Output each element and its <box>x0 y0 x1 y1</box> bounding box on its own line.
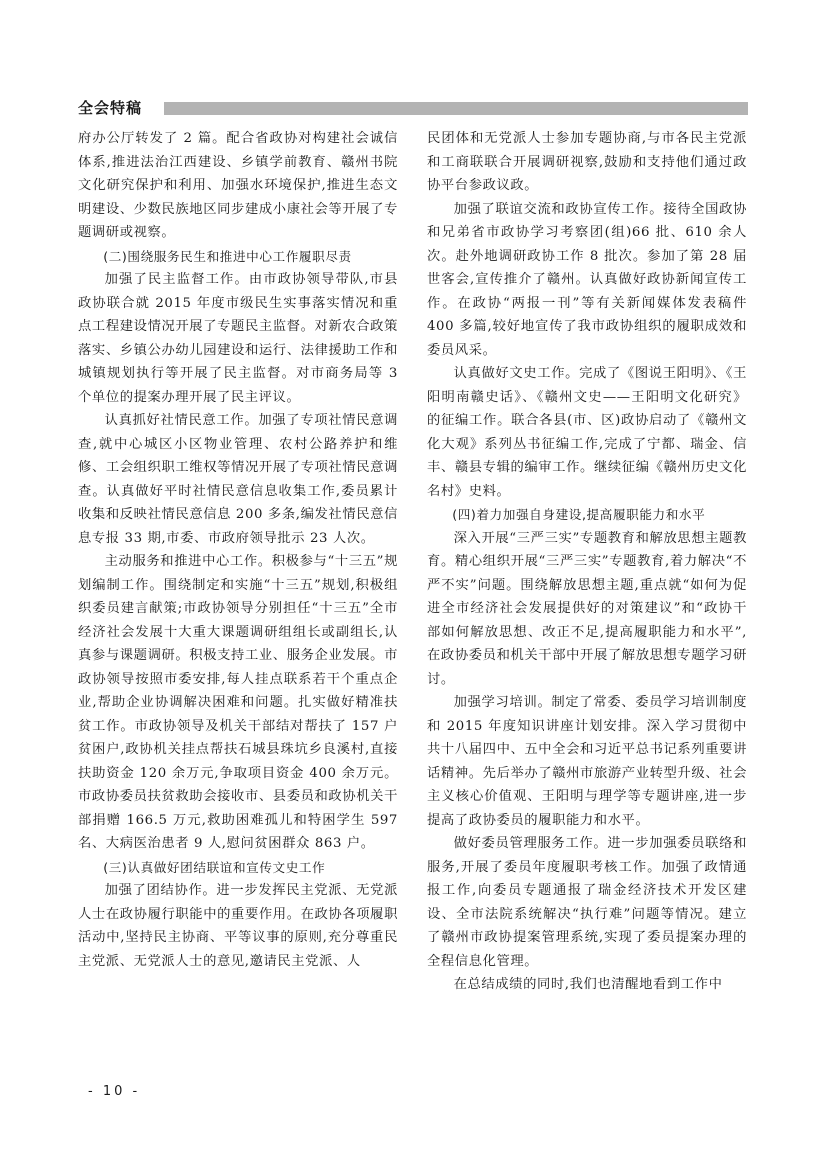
right-column <box>427 127 747 997</box>
page-header <box>78 98 748 120</box>
section-title: 全会特稿 <box>78 99 143 117</box>
subheading: (三)认真做好团结联谊和宣传文史工作 <box>103 859 326 875</box>
paragraph: 在总结成绩的同时,我们也清醒地看到工作中 <box>453 977 723 992</box>
subheading: (二)围绕服务民生和推进中心工作履职尽责 <box>103 248 352 264</box>
paragraph: 加强学习培训。制定了常委、委员学习培训制度和 2015 年度知识讲座计划安排。深入学习贯彻中共十八届四中、五中全会和习近平总书记系列重要讲话精神。先后举办了赣州市旅游产业转型升级、社会主义核心价值观、王阳明与理学等专题讲座,进一步提高了政协委员的履职能力和水平。 <box>427 695 747 828</box>
paragraph: 府办公厅转发了 2 篇。配合省政协对构建社会诚信体系,推进法治江西建设、乡镇学前教育、赣州书院文化研究保护和利用、加强水环境保护,推进生态文明建设、少数民族地区同步建成小康社会等开展了专题调研或视察。 <box>78 131 398 240</box>
paragraph: 加强了联谊交流和政协宣传工作。接待全国政协和兄弟省市政协学习考察团(组)66 批、610 余人次。赴外地调研政协工作 8 批次。参加了第 28 届世客会,宣传推介了赣州。认真做好政协新闻宣传工作。在政协“两报一刊”等有关新闻媒体发表稿件 400 多篇,较好地宣传了我市政协组织的履职成效和委员风采。 <box>427 201 747 358</box>
paragraph: 认真做好文史工作。完成了《图说王阳明》、《王阳明南赣史话》、《赣州文史——王阳明文化研究》的征编工作。联合各县(市、区)政协启动了《赣州文化大观》系列丛书征编工作,完成了宁都、瑞金、信丰、赣县专辑的编审工作。继续征编《赣州历史文化名村》史料。 <box>427 366 747 499</box>
subheading: (四)着力加强自身建设,提高履职能力和水平 <box>452 507 706 522</box>
paragraph: 加强了团结协作。进一步发挥民主党派、无党派人士在政协履行职能中的重要作用。在政协各项履职活动中,坚持民主协商、平等议事的原则,充分尊重民主党派、无党派人士的意见,邀请民主党派、人 <box>78 883 398 969</box>
paragraph: 加强了民主监督工作。由市政协领导带队,市县政协联合就 2015 年度市级民生实事落实情况和重点工程建设情况开展了专题民主监督。对新农合政策落实、乡镇公办幼儿园建设和运行、法律援助工作和城镇规划执行等开展了民主监督。对市商务局等 3 个单位的提案办理开展了民主评议。 <box>78 272 398 405</box>
header-bar <box>164 102 748 115</box>
paragraph: 主动服务和推进中心工作。积极参与“十三五”规划编制工作。围绕制定和实施“十三五”规划,积极组织委员建言献策;市政协领导分别担任“十三五”全市经济社会发展十大重大课题调研组组长或副组长,认真参与课题调研。积极支持工业、服务企业发展。市政协领导按照市委安排,每人挂点联系若干个重点企业,帮助企业协调解决困难和问题。扎实做好精准扶贫工作。市政协领导及机关干部结对帮扶了 157 户贫困户,政协机关挂点帮扶石城县珠坑乡良溪村,直接扶助资金 120 余万元,争取项目资金 400 余万元。市政协委员扶贫救助会接收市、县委员和政协机关干部捐赠 166.5 万元,救助困难孤儿和特困学生 597 名、大病医治患者 9 人,慰问贫困群众 863 户。 <box>78 554 398 851</box>
paragraph: 民团体和无党派人士参加专题协商,与市各民主党派和工商联联合开展调研视察,鼓励和支持他们通过政协平台参政议政。 <box>427 131 747 193</box>
left-column <box>78 127 398 973</box>
page-number: - 10 - <box>88 1084 141 1099</box>
paragraph: 深入开展“三严三实”专题教育和解放思想主题教育。精心组织开展“三严三实”专题教育,着力解决“不严不实”问题。围绕解放思想主题,重点就“如何为促进全市经济社会发展提供好的对策建议”和“政协干部如何解放思想、改正不足,提高履职能力和水平”,在政协委员和机关干部中开展了解放思想专题学习研讨。 <box>427 530 747 687</box>
paragraph: 认真抓好社情民意工作。加强了专项社情民意调查,就中心城区小区物业管理、农村公路养护和维修、工会组织职工维权等情况开展了专项社情民意调查。认真做好平时社情民意信息收集工作,委员累计收集和反映社情民意信息 200 多条,编发社情民意信息专报 33 期,市委、市政府领导批示 23 人次。 <box>78 413 398 546</box>
paragraph: 做好委员管理服务工作。进一步加强委员联络和服务,开展了委员年度履职考核工作。加强了政情通报工作,向委员专题通报了瑞金经济技术开发区建设、全市法院系统解决“执行难”问题等情况。建立了赣州市政协提案管理系统,实现了委员提案办理的全程信息化管理。 <box>427 836 747 969</box>
